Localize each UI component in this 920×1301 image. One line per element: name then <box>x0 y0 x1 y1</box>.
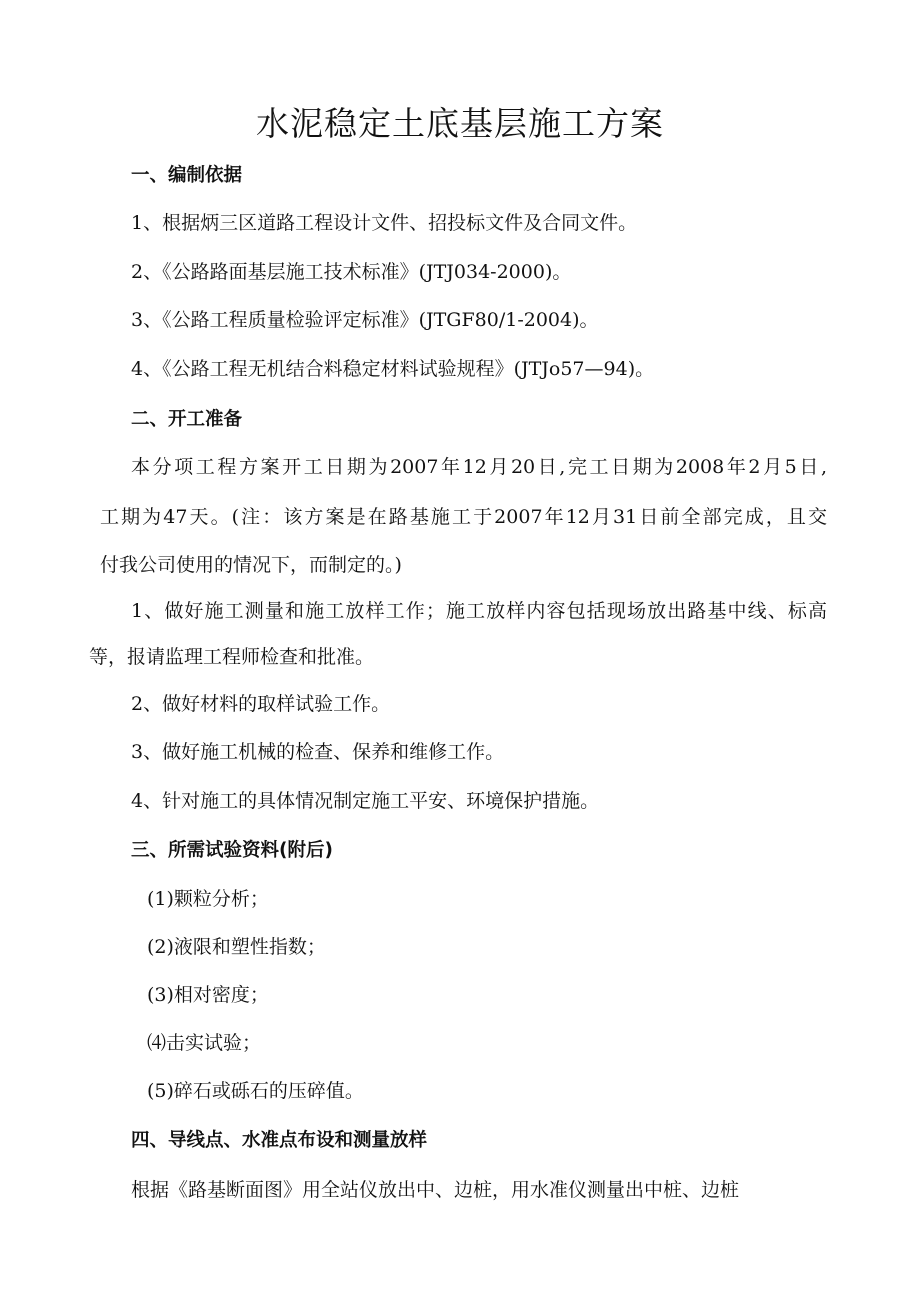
section2-item-3: 3、做好施工机械的检查、保养和维修工作。 <box>131 741 505 763</box>
section1-item-1: 1、根据炳三区道路工程设计文件、招投标文件及合同文件。 <box>131 212 638 234</box>
section1-item-2: 2、《公路路面基层施工技术标准》(JTJ034-2000)。 <box>131 261 572 283</box>
section3-item-3: (3)相对密度； <box>147 984 269 1006</box>
section2-intro-line-3: 付我公司使用的情况下，而制定的。) <box>100 554 402 576</box>
section3-item-4: ⑷击实试验； <box>147 1032 262 1054</box>
section-heading-1: 一、编制依据 <box>131 165 243 186</box>
section-heading-3: 三、所需试验资料(附后) <box>131 840 333 861</box>
section2-item-1-line-2: 等，报请监理工程师检查和批准。 <box>89 646 375 668</box>
section2-intro-line-2: 工期为47天。(注：该方案是在路基施工于2007年12月31日前全部完成，且交 <box>100 506 827 528</box>
section2-item-1-line-1: 1、做好施工测量和施工放样工作；施工放样内容包括现场放出路基中线、标高 <box>131 600 827 622</box>
section3-item-2: (2)液限和塑性指数； <box>147 936 326 958</box>
section2-intro-line-1: 本分项工程方案开工日期为2007年12月20日,完工日期为2008年2月5日, <box>131 456 827 478</box>
section1-item-4: 4、《公路工程无机结合料稳定材料试验规程》(JTJo57—94)。 <box>131 358 655 380</box>
section3-item-1: (1)颗粒分析； <box>147 888 269 910</box>
document-title: 水泥稳定土底基层施工方案 <box>256 104 664 143</box>
section4-text: 根据《路基断面图》用全站仪放出中、边桩，用水准仪测量出中桩、边桩 <box>131 1179 740 1201</box>
section2-item-2: 2、做好材料的取样试验工作。 <box>131 693 391 715</box>
section-heading-4: 四、导线点、水准点布设和测量放样 <box>131 1130 428 1151</box>
section1-item-3: 3、《公路工程质量检验评定标准》(JTGF80/1-2004)。 <box>131 309 599 331</box>
section-heading-2: 二、开工准备 <box>131 409 243 430</box>
section3-item-5: (5)碎石或砾石的压碎值。 <box>147 1080 364 1102</box>
section2-item-4: 4、针对施工的具体情况制定施工平安、环境保护措施。 <box>131 790 600 812</box>
